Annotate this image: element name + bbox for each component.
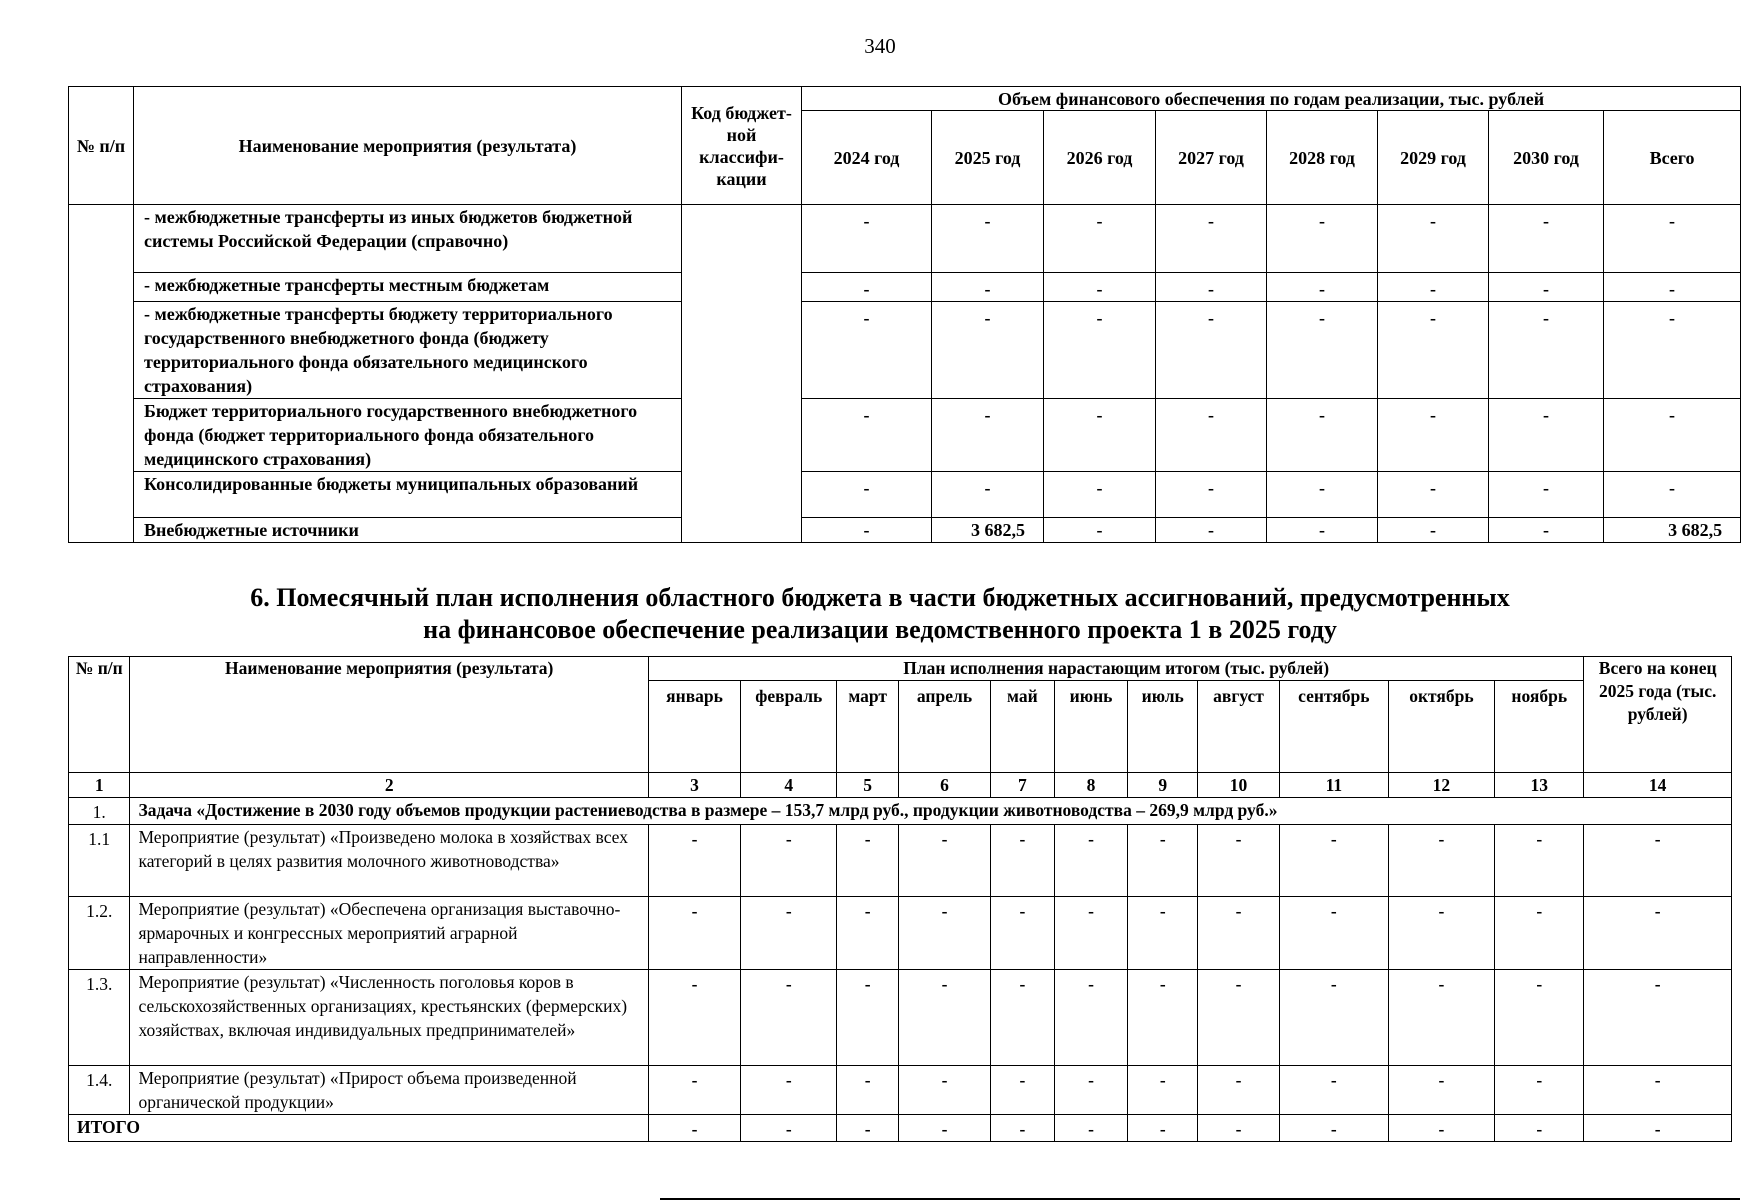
header-month: январь (648, 681, 740, 773)
financing-volume-table (68, 86, 1741, 543)
cell-value: - (741, 825, 837, 897)
cell-value: - (1198, 1115, 1280, 1142)
cell-name: - межбюджетные трансферты из иных бюджетов бюджетной системы Российской Федерации (справочно) (134, 205, 682, 273)
header-num: № п/п (69, 657, 130, 773)
cell-value: - (648, 1066, 740, 1115)
cell-name: Консолидированные бюджеты муниципальных образований (134, 472, 682, 518)
header-year: 2026 год (1044, 111, 1156, 205)
cell-value: - (802, 273, 932, 302)
header-year: 2024 год (802, 111, 932, 205)
column-number: 6 (898, 773, 990, 798)
cell-name: Мероприятие (результат) «Прирост объема произведенной органической продукции» (130, 1066, 648, 1115)
section-title-line2: на финансовое обеспечение реализации ведомственного проекта 1 в 2025 году (423, 615, 1337, 644)
itogo-row (69, 1115, 1732, 1142)
cell-value: - (741, 1115, 837, 1142)
column-number: 4 (741, 773, 837, 798)
column-number: 12 (1388, 773, 1495, 798)
cell-value: - (898, 825, 990, 897)
column-number: 7 (991, 773, 1055, 798)
cell-value: - (1156, 399, 1267, 472)
table-row (69, 302, 1741, 399)
cell-idx: 1.2. (69, 897, 130, 970)
header-month: июль (1128, 681, 1198, 773)
cell-value: - (837, 825, 898, 897)
header-month: апрель (898, 681, 990, 773)
cell-value: - (1489, 399, 1604, 472)
cell-value: - (991, 970, 1055, 1066)
cell-value: - (1267, 472, 1378, 518)
task-row (69, 798, 1732, 825)
cell-value: - (1584, 825, 1732, 897)
table-row (69, 472, 1741, 518)
cell-value: - (1156, 205, 1267, 273)
table-row (69, 518, 1741, 543)
section-title (0, 582, 1760, 646)
cell-value: - (1044, 273, 1156, 302)
cell-value: - (932, 273, 1044, 302)
cell-value: - (991, 1066, 1055, 1115)
cell-value: - (741, 897, 837, 970)
column-number: 3 (648, 773, 740, 798)
cell-value: - (1604, 302, 1741, 399)
cell-value: - (1054, 825, 1128, 897)
column-number: 13 (1495, 773, 1584, 798)
cell-value: - (1495, 1115, 1584, 1142)
cell-value: - (932, 205, 1044, 273)
table-row (69, 205, 1741, 273)
header-month: август (1198, 681, 1280, 773)
header-year: 2025 год (932, 111, 1044, 205)
cell-value: - (1378, 399, 1489, 472)
cell-value: - (1378, 518, 1489, 543)
cell-value: - (1280, 970, 1389, 1066)
cell-value: - (837, 1115, 898, 1142)
cell-name: Внебюджетные источники (134, 518, 682, 543)
header-total: Всего на конец 2025 года (тыс. рублей) (1584, 657, 1732, 773)
cell-value: - (1198, 1066, 1280, 1115)
column-number: 14 (1584, 773, 1732, 798)
cell-name: Мероприятие (результат) «Обеспечена организация выставочно-ярмарочных и конгрессных мероприятий аграрной направленности» (130, 897, 648, 970)
cell-value: - (1267, 205, 1378, 273)
cell-value: - (1044, 205, 1156, 273)
cell-value: - (1044, 302, 1156, 399)
cell-value: - (932, 399, 1044, 472)
header-name: Наименование мероприятия (результата) (130, 657, 648, 773)
cell-value: - (1280, 897, 1389, 970)
cell-value: - (1280, 1115, 1389, 1142)
header-year: Всего (1604, 111, 1741, 205)
cell-value: - (1495, 897, 1584, 970)
cell-value: - (1156, 518, 1267, 543)
cell-name: Мероприятие (результат) «Произведено молока в хозяйствах всех категорий в целях развития молочного животноводства» (130, 825, 648, 897)
cell-value: - (1128, 970, 1198, 1066)
cell-value: - (1604, 273, 1741, 302)
cell-value: - (1156, 472, 1267, 518)
header-month: сентябрь (1280, 681, 1389, 773)
section-title-line1: 6. Помесячный план исполнения областного бюджета в части бюджетных ассигнований, предусмотренных (250, 583, 1510, 612)
cell-num (69, 205, 134, 543)
cell-value: - (1388, 825, 1495, 897)
header-month: май (991, 681, 1055, 773)
cell-value: - (1495, 825, 1584, 897)
column-numbers-row (69, 773, 1732, 798)
cell-value: - (1128, 1066, 1198, 1115)
cell-value: - (802, 302, 932, 399)
cell-value: 3 682,5 (1604, 518, 1741, 543)
cell-value: - (1267, 302, 1378, 399)
column-number: 10 (1198, 773, 1280, 798)
table-row (69, 273, 1741, 302)
column-number: 8 (1054, 773, 1128, 798)
cell-value: - (1378, 302, 1489, 399)
cell-value: - (1198, 825, 1280, 897)
cell-value: - (1584, 1115, 1732, 1142)
cell-value: - (1378, 205, 1489, 273)
itogo-label: ИТОГО (69, 1115, 649, 1142)
cell-value: - (1156, 302, 1267, 399)
cell-value: - (1388, 1066, 1495, 1115)
column-number: 9 (1128, 773, 1198, 798)
cell-value: - (1388, 970, 1495, 1066)
header-year: 2029 год (1378, 111, 1489, 205)
cell-value: - (648, 1115, 740, 1142)
cell-value: - (932, 472, 1044, 518)
header-month: октябрь (1388, 681, 1495, 773)
task-text: Задача «Достижение в 2030 году объемов продукции растениеводства в размере – 153,7 млрд руб., продукции животноводства – 269,9 млрд руб.» (130, 798, 1732, 825)
cell-value: - (1489, 302, 1604, 399)
header-month: июнь (1054, 681, 1128, 773)
header-month: ноябрь (1495, 681, 1584, 773)
cell-value: - (1280, 825, 1389, 897)
cell-value: - (1128, 825, 1198, 897)
cell-value: - (898, 897, 990, 970)
cell-value: - (898, 970, 990, 1066)
cell-value: - (1378, 273, 1489, 302)
cell-value: - (1584, 897, 1732, 970)
cell-value: - (1198, 970, 1280, 1066)
cell-value: - (1054, 1115, 1128, 1142)
cell-value: - (1267, 273, 1378, 302)
cell-value: 3 682,5 (932, 518, 1044, 543)
cell-value: - (741, 970, 837, 1066)
cell-code (682, 205, 802, 543)
cell-value: - (1584, 970, 1732, 1066)
cell-value: - (802, 472, 932, 518)
cell-value: - (1044, 518, 1156, 543)
column-number: 5 (837, 773, 898, 798)
cell-value: - (1054, 897, 1128, 970)
cell-value: - (1489, 205, 1604, 273)
header-plan: План исполнения нарастающим итогом (тыс. рублей) (648, 657, 1583, 681)
cell-value: - (802, 205, 932, 273)
table-row (69, 825, 1732, 897)
cell-value: - (1489, 273, 1604, 302)
cell-value: - (898, 1115, 990, 1142)
cell-name: - межбюджетные трансферты бюджету территориального государственного внебюджетного фонда (бюджету территориального фонда обязательного медицинского страхования) (134, 302, 682, 399)
monthly-plan-table (68, 656, 1732, 1142)
header-month: февраль (741, 681, 837, 773)
cell-value: - (837, 897, 898, 970)
cell-value: - (1054, 1066, 1128, 1115)
table-row (69, 970, 1732, 1066)
cell-value: - (1489, 518, 1604, 543)
cell-value: - (1388, 1115, 1495, 1142)
cell-value: - (1054, 970, 1128, 1066)
cell-value: - (1489, 472, 1604, 518)
cell-idx: 1.1 (69, 825, 130, 897)
cell-value: - (1044, 399, 1156, 472)
table-row (69, 1066, 1732, 1115)
header-year: 2028 год (1267, 111, 1378, 205)
header-name: Наименование мероприятия (результата) (134, 87, 682, 205)
table-row (69, 399, 1741, 472)
cell-value: - (1044, 472, 1156, 518)
cell-value: - (648, 825, 740, 897)
cell-value: - (802, 518, 932, 543)
cell-value: - (802, 399, 932, 472)
cell-value: - (991, 1115, 1055, 1142)
cell-value: - (648, 897, 740, 970)
header-code: Код бюджет-ной классифи-кации (682, 87, 802, 205)
cell-value: - (837, 970, 898, 1066)
header-year: 2030 год (1489, 111, 1604, 205)
cell-idx: 1.3. (69, 970, 130, 1066)
header-num: № п/п (69, 87, 134, 205)
cell-value: - (1198, 897, 1280, 970)
header-volume: Объем финансового обеспечения по годам реализации, тыс. рублей (802, 87, 1741, 111)
cell-value: - (1378, 472, 1489, 518)
cell-value: - (1604, 205, 1741, 273)
cell-value: - (1267, 518, 1378, 543)
cell-value: - (1128, 1115, 1198, 1142)
cell-value: - (1388, 897, 1495, 970)
cell-value: - (1128, 897, 1198, 970)
cell-name: Мероприятие (результат) «Численность поголовья коров в сельскохозяйственных организациях, крестьянских (фермерских) хозяйствах, включая индивидуальных предпринимателей» (130, 970, 648, 1066)
cell-value: - (1495, 1066, 1584, 1115)
table-row (69, 897, 1732, 970)
cell-value: - (741, 1066, 837, 1115)
cell-value: - (1156, 273, 1267, 302)
cell-value: - (648, 970, 740, 1066)
cell-idx: 1. (69, 798, 130, 825)
cell-value: - (1267, 399, 1378, 472)
cell-name: Бюджет территориального государственного внебюджетного фонда (бюджет территориального фонда обязательного медицинского страхования) (134, 399, 682, 472)
header-month: март (837, 681, 898, 773)
column-number: 11 (1280, 773, 1389, 798)
cell-name: - межбюджетные трансферты местным бюджетам (134, 273, 682, 302)
cell-value: - (837, 1066, 898, 1115)
page-number: 340 (864, 34, 896, 58)
cell-value: - (898, 1066, 990, 1115)
cell-value: - (991, 825, 1055, 897)
cell-idx: 1.4. (69, 1066, 130, 1115)
cell-value: - (932, 302, 1044, 399)
column-number: 1 (69, 773, 130, 798)
cell-value: - (1495, 970, 1584, 1066)
cell-value: - (1604, 472, 1741, 518)
cell-value: - (1280, 1066, 1389, 1115)
cell-value: - (1604, 399, 1741, 472)
column-number: 2 (130, 773, 648, 798)
cell-value: - (1584, 1066, 1732, 1115)
cell-value: - (991, 897, 1055, 970)
header-year: 2027 год (1156, 111, 1267, 205)
